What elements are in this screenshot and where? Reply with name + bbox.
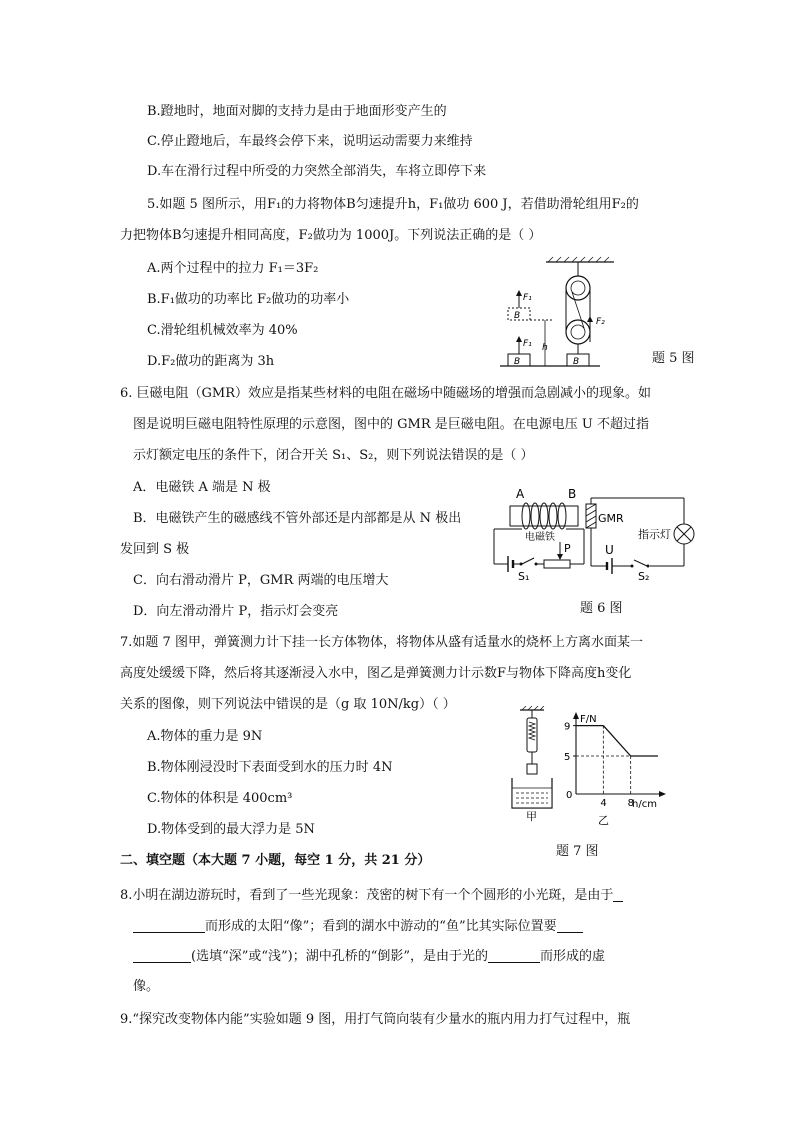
q7-chart — [562, 706, 672, 834]
q5-stem-line2: 力把物体B匀速提升相同高度，F₂做功为 1000J。下列说法正确的是（ ） — [120, 228, 542, 243]
q6-option-d: D．向左滑动滑片 P，指示灯会变亮 — [133, 604, 339, 619]
q7-stem-line2: 高度处缓缓下降，然后将其逐渐浸入水中，图乙是弹簧测力计示数F与物体下降高度h变化 — [120, 666, 632, 681]
q5-figure — [500, 256, 660, 374]
q8-blank-1[interactable] — [133, 918, 205, 933]
q7-stem-line3: 关系的图像，则下列说法中错误的是（g 取 10N/kg）（ ） — [120, 697, 456, 712]
q4-option-d: D.车在滑行过程中所受的力突然全部消失，车将立即停下来 — [147, 164, 487, 179]
q8-text-2: 而形成的太阳“像”；看到的湖水中游动的“鱼”比其实际位置要 — [205, 919, 557, 934]
q5-fig-label-b-raised: B — [514, 311, 521, 321]
q7-stem-line1: 7.如题 7 图甲，弹簧测力计下挂一长方体物体，将物体从盛有适量水的烧杯上方离水面某一 — [120, 635, 643, 650]
q6-fig-label-magnet: 电磁铁 — [525, 532, 555, 543]
q8-line1 — [120, 887, 623, 905]
q7-figure-jia — [502, 706, 562, 822]
q5-fig-label-b-right: B — [573, 357, 580, 367]
q7-fig-label-yi: 乙 — [598, 814, 609, 827]
q6-fig-label-a: A — [516, 487, 525, 501]
q6-fig-label-lamp: 指示灯 — [638, 528, 671, 541]
q5-fig-label-h: h — [542, 343, 548, 353]
q8-line3 — [133, 948, 605, 966]
q5-option-a: A.两个过程中的拉力 F₁＝3F₂ — [147, 261, 319, 276]
q6-stem-line1: 6. 巨磁电阻（GMR）效应是指某些材料的电阻在磁场中随磁场的增强而急剧减小的现象。如 — [120, 386, 652, 401]
q5-fig-label-b-left: B — [514, 357, 521, 367]
q6-fig-caption: 题 6 图 — [580, 601, 623, 616]
q6-fig-label-u: U — [605, 543, 614, 557]
chart-x-tick-label-2: 8 — [627, 798, 635, 809]
q6-figure — [488, 484, 700, 584]
q6-option-b-line1: B．电磁铁产生的磁感线不管外部还是内部都是从 N 极出 — [133, 511, 462, 526]
q7-option-c: C.物体的体积是 400cm³ — [147, 791, 293, 806]
chart-y-label: F/N — [580, 714, 597, 725]
q8-blank-3[interactable] — [488, 948, 540, 963]
q5-fig-label-f1-bottom: F₁ — [523, 339, 532, 349]
q6-stem-line3: 示灯额定电压的条件下，闭合开关 S₁、S₂，则下列说法错误的是（ ） — [133, 448, 534, 463]
q6-stem-line2: 图是说明巨磁电阻特性原理的示意图，图中的 GMR 是巨磁电阻。在电源电压 U 不超过指 — [133, 417, 649, 432]
chart-x-label: h/cm — [632, 799, 657, 810]
q5-fig-label-f2: F₂ — [596, 317, 605, 327]
q8-text-4: 而形成的虚 — [540, 949, 606, 964]
q5-option-d: D.F₂做功的距离为 3h — [147, 354, 275, 369]
q4-option-c: C.停止蹬地后，车最终会停下来，说明运动需要力来维持 — [147, 134, 473, 149]
q7-option-a: A.物体的重力是 9N — [147, 729, 263, 744]
q8-text-3: (选填“深”或“浅”)；湖中孔桥的“倒影”，是由于光的 — [191, 949, 489, 964]
q6-fig-label-b: B — [568, 487, 577, 501]
q6-fig-label-p: P — [564, 542, 571, 555]
q8-line4: 像。 — [133, 979, 160, 994]
q8-blank-1-start[interactable] — [613, 887, 623, 902]
chart-y-tick-label-0: 5 — [564, 752, 571, 763]
q6-option-b-line2: 发回到 S 极 — [120, 542, 190, 557]
q7-fig-caption: 题 7 图 — [556, 844, 599, 859]
q8-text-1: 8.小明在湖边游玩时，看到了一些光现象：茂密的树下有一个个圆形的小光斑，是由于 — [120, 888, 614, 903]
chart-y-tick-label-1: 9 — [564, 721, 571, 733]
q7-option-d: D.物体受到的最大浮力是 5N — [147, 822, 315, 837]
q9-line1: 9.“探究改变物体内能”实验如题 9 图，用打气筒向装有少量水的瓶内用力打气过程中，瓶 — [120, 1012, 631, 1027]
chart-x-tick-label-1: 4 — [600, 798, 607, 809]
q4-option-b: B.蹬地时，地面对脚的支持力是由于地面形变产生的 — [147, 104, 447, 119]
q5-option-c: C.滑轮组机械效率为 40% — [147, 323, 298, 338]
q5-fig-caption: 题 5 图 — [652, 351, 695, 366]
q5-stem-line1: 5.如题 5 图所示，用F₁的力将物体B匀速提升h，F₁做功 600 J，若借助滑轮组用F₂的 — [147, 197, 639, 212]
section-2-title: 二、填空题（本大题 7 小题，每空 1 分，共 21 分） — [120, 853, 431, 868]
q8-line2 — [133, 918, 583, 936]
q6-option-a: A．电磁铁 A 端是 N 极 — [133, 480, 271, 495]
q6-fig-label-s1: S₁ — [518, 570, 530, 583]
q6-fig-label-s2: S₂ — [638, 570, 650, 583]
q6-option-c: C．向右滑动滑片 P，GMR 两端的电压增大 — [133, 573, 389, 588]
q7-fig-label-jia: 甲 — [526, 810, 537, 822]
q6-fig-label-gmr: GMR — [598, 512, 624, 525]
q8-blank-2[interactable] — [133, 948, 191, 963]
q7-option-b: B.物体刚浸没时下表面受到水的压力时 4N — [147, 760, 393, 775]
chart-origin-label: 0 — [566, 790, 573, 801]
q5-fig-label-f1-top: F₁ — [523, 293, 532, 303]
q8-blank-2-start[interactable] — [557, 918, 583, 933]
q5-option-b: B.F₁做功的功率比 F₂做功的功率小 — [147, 292, 350, 307]
chart-series-segment-1 — [603, 726, 630, 756]
